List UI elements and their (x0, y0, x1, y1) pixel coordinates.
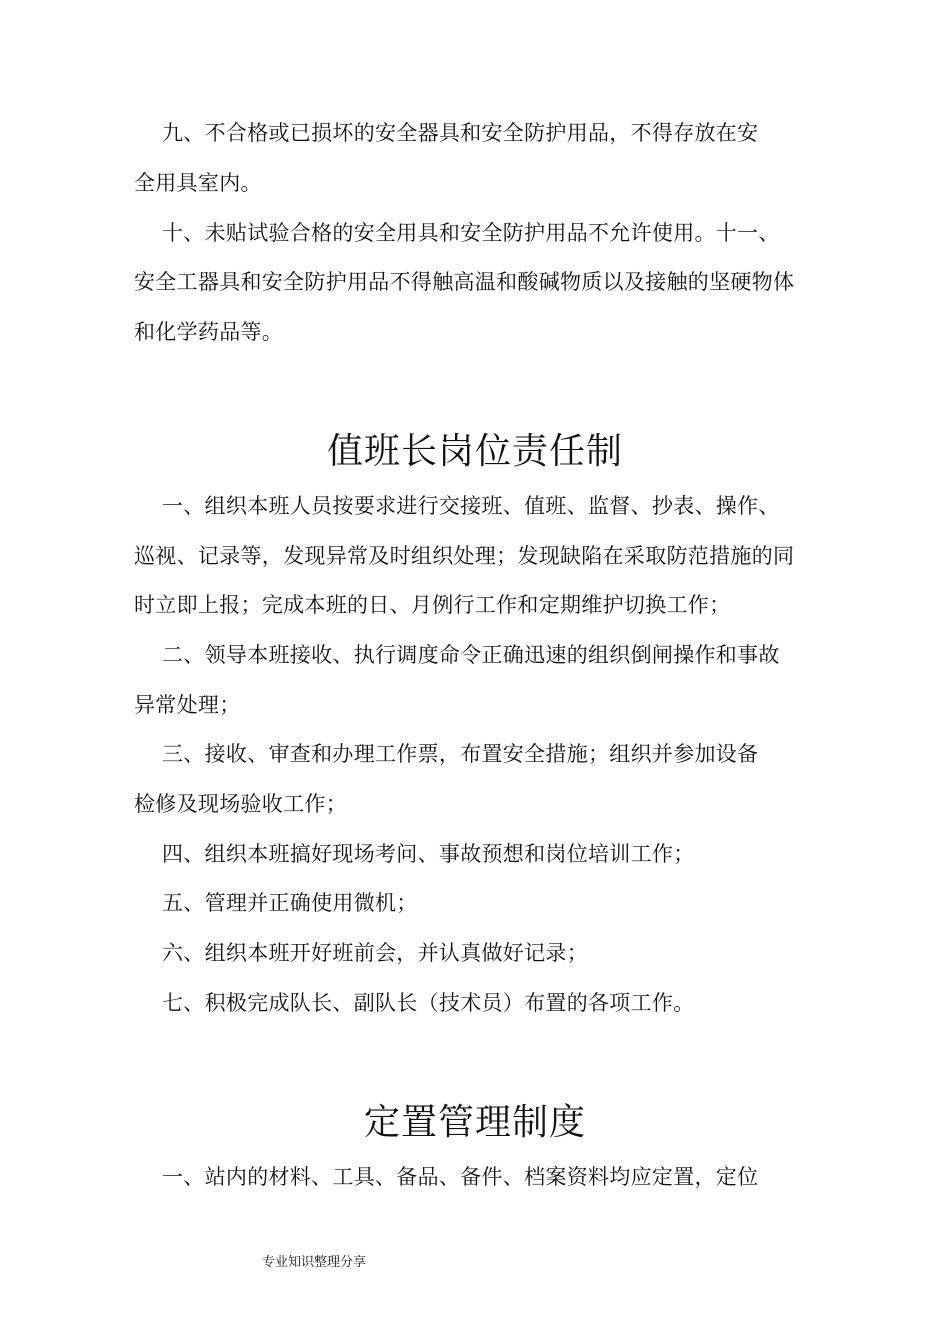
shift-leader-item-2-line-1: 二、领导本班接收、执行调度命令正确迅速的组织倒闸操作和事故 (162, 643, 780, 667)
shift-leader-item-1-line-3: 时立即上报；完成本班的日、月例行工作和定期维护切换工作； (134, 593, 731, 617)
shift-leader-item-6: 六、组织本班开好班前会，并认真做好记录； (162, 941, 588, 965)
section-title-shift-leader: 值班长岗位责任制 (326, 431, 623, 472)
shift-leader-item-1-line-2: 巡视、记录等，发现异常及时组织处理；发现缺陷在采取防范措施的同 (134, 544, 795, 568)
paragraph-10-line-3: 和化学药品等。 (134, 320, 284, 344)
page-footer: 专业知识整理分享 (262, 1255, 367, 1270)
paragraph-10-line-1: 十、未贴试验合格的安全用具和安全防护用品不允许使用。十一、 (162, 221, 780, 245)
placement-item-1-line-1: 一、站内的材料、工具、备品、备件、档案资料均应定置，定位 (162, 1165, 759, 1189)
paragraph-9-line-1: 九、不合格或已损坏的安全器具和安全防护用品，不得存放在安 (162, 121, 759, 145)
shift-leader-item-1-line-1: 一、组织本班人员按要求进行交接班、值班、监督、抄表、操作、 (162, 494, 780, 518)
paragraph-9-line-2: 全用具室内。 (134, 171, 262, 195)
paragraph-10-line-2: 安全工器具和安全防护用品不得触高温和酸碱物质以及接触的坚硬物体 (134, 270, 795, 294)
shift-leader-item-3-line-2: 检修及现场验收工作； (134, 792, 347, 816)
section-title-placement-management: 定置管理制度 (363, 1102, 586, 1143)
shift-leader-item-5: 五、管理并正确使用微机； (162, 891, 418, 915)
shift-leader-item-7: 七、积极完成队长、副队长（技术员）布置的各项工作。 (162, 991, 695, 1015)
shift-leader-item-4: 四、组织本班搞好现场考问、事故预想和岗位培训工作； (162, 842, 695, 866)
shift-leader-item-3-line-1: 三、接收、审查和办理工作票，布置安全措施；组织并参加设备 (162, 742, 759, 766)
shift-leader-item-2-line-2: 异常处理； (134, 693, 241, 717)
